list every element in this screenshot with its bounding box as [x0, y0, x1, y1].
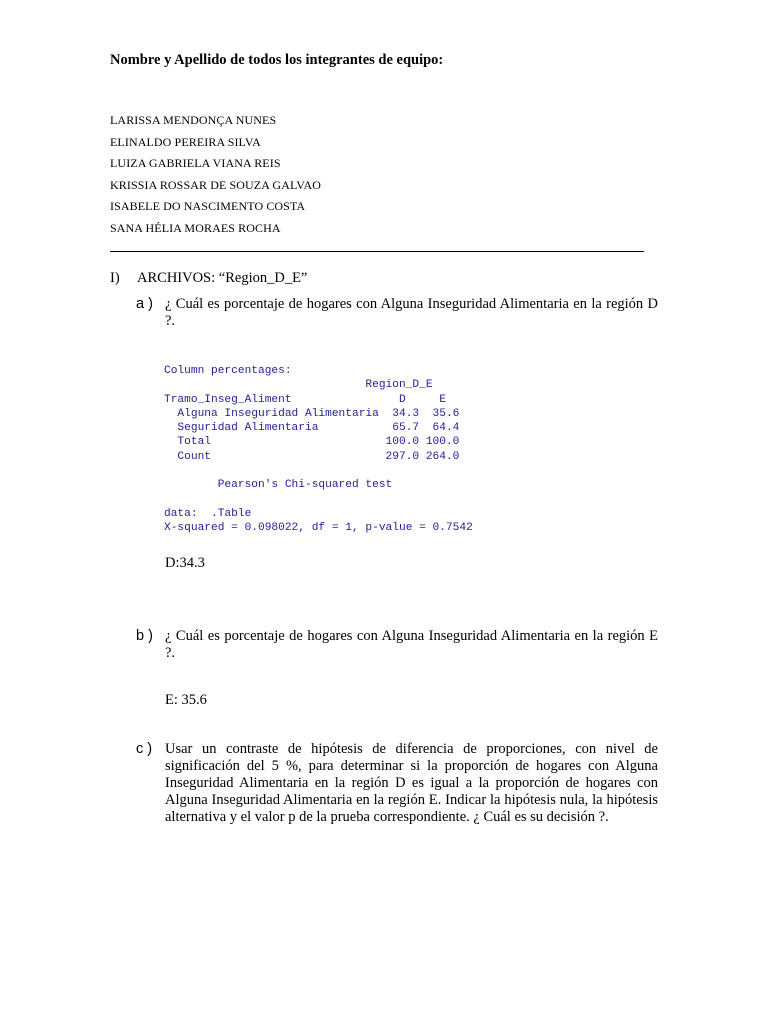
members-list — [110, 110, 321, 240]
section-title: ARCHIVOS: “Region_D_E” — [137, 270, 308, 286]
answer-b: E: 35.6 — [165, 692, 207, 708]
question-text: Usar un contraste de hipótesis de diferencia de proporciones, con nivel de significación del 5 %, para determinar si la proporción de hogares con Alguna Inseguridad Alimentaria en la región D es igual a la proporción de hogares con Alguna Inseguridad Alimentaria en la región E. Indicar la hipótesis nula, la hipótesis alternativa y el valor p de la prueba correspondiente. ¿ Cuál es su decisión ?. — [165, 741, 658, 825]
question-text: ¿ Cuál es porcentaje de hogares con Alguna Inseguridad Alimentaria en la región D ?. — [165, 296, 658, 329]
section-number: I) — [110, 270, 120, 286]
question-label: c ) — [136, 741, 153, 757]
console-text: Column percentages: Region_D_E Tramo_Inseg_Aliment D E Alguna Inseguridad Alimentaria 34.3 35.6 Seguridad Alimentaria 65.7 64.4 Total 100.0 100.0 Count 297.0 264.0 Pearson's Chi-squared test data: .Table X-squared = 0.098022, df = 1, p-value = 0.7542 — [164, 365, 473, 535]
answer-a: D:34.3 — [165, 555, 205, 571]
member-name: SANA HÉLIA MORAES ROCHA — [110, 220, 281, 235]
member-name: LUIZA GABRIELA VIANA REIS — [110, 156, 281, 171]
member-name: ELINALDO PEREIRA SILVA — [110, 134, 261, 149]
question-c — [136, 741, 658, 826]
divider — [110, 251, 644, 252]
question-label: b ) — [136, 628, 153, 644]
member-name: LARISSA MENDONÇA NUNES — [110, 113, 277, 127]
question-text: ¿ Cuál es porcentaje de hogares con Alguna Inseguridad Alimentaria en la región E ?. — [165, 628, 658, 661]
question-label: a ) — [136, 296, 153, 312]
question-b — [136, 628, 658, 662]
section-heading — [110, 270, 307, 287]
console-output-image — [162, 360, 528, 544]
page-title: Nombre y Apellido de todos los integrantes de equipo: — [110, 52, 444, 68]
question-a — [136, 296, 658, 330]
member-name: ISABELE DO NASCIMENTO COSTA — [110, 199, 306, 214]
member-name: KRISSIA ROSSAR DE SOUZA GALVAO — [110, 177, 322, 192]
